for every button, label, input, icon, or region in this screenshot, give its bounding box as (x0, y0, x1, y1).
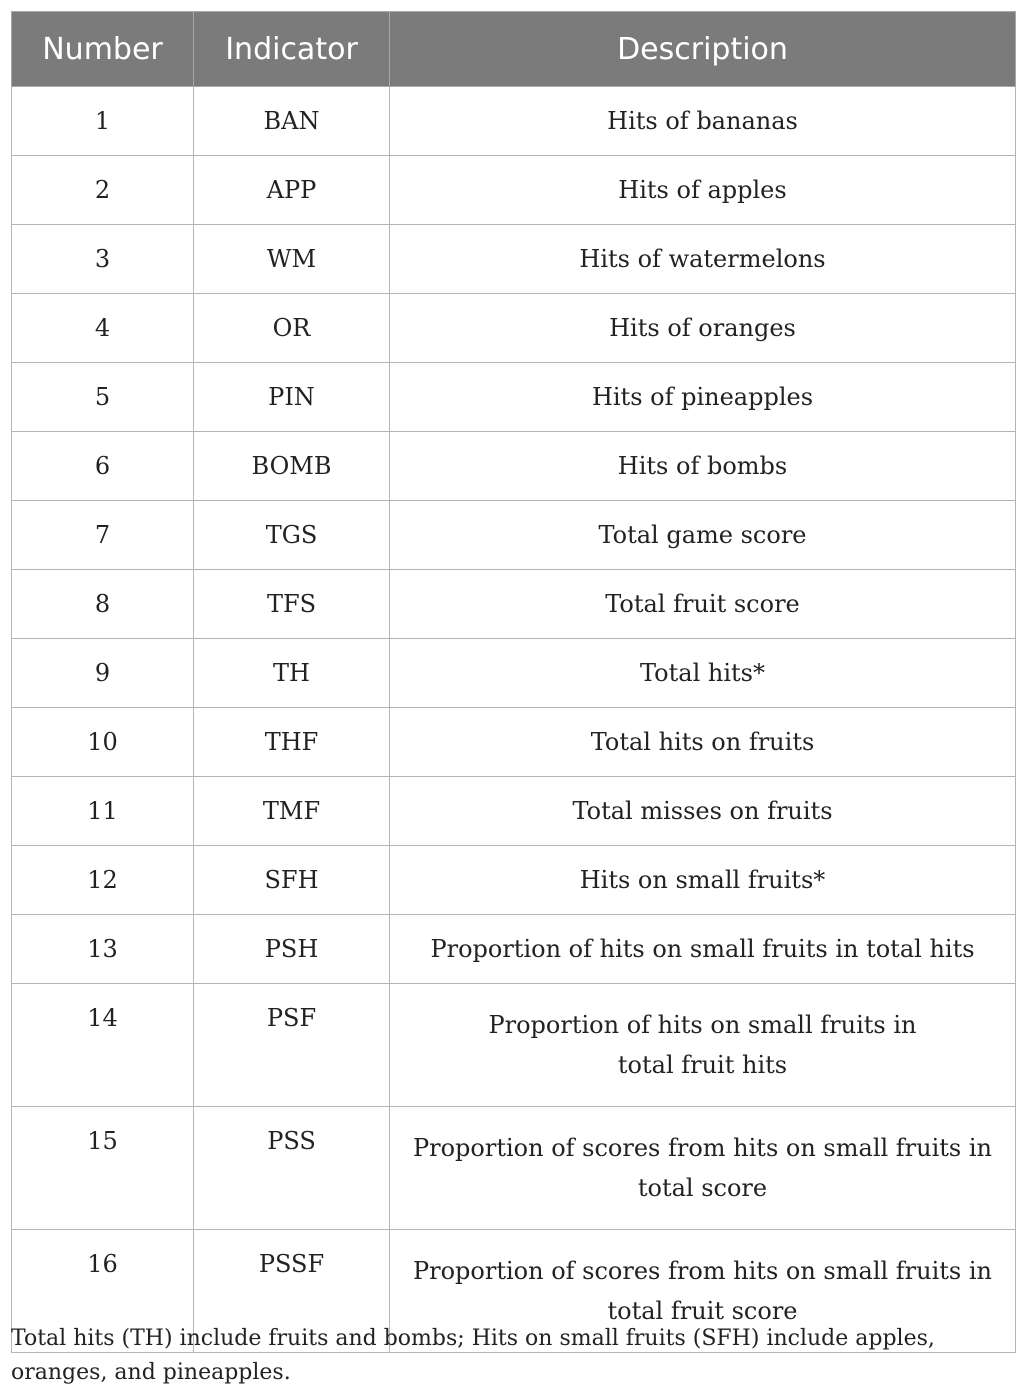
cell-number: 11 (12, 777, 194, 846)
cell-indicator: PSH (194, 915, 390, 984)
cell-description: Total misses on fruits (390, 777, 1016, 846)
cell-number: 16 (12, 1230, 194, 1353)
cell-description: Hits of oranges (390, 294, 1016, 363)
cell-description: Total hits on fruits (390, 708, 1016, 777)
cell-description: Hits of apples (390, 156, 1016, 225)
table-header-row (12, 12, 1016, 87)
table-row (12, 984, 1016, 1107)
cell-description: Hits on small fruits* (390, 846, 1016, 915)
header-number: Number (12, 12, 194, 87)
cell-indicator: TFS (194, 570, 390, 639)
cell-indicator: TGS (194, 501, 390, 570)
cell-description: Total fruit score (390, 570, 1016, 639)
cell-number: 8 (12, 570, 194, 639)
cell-description: Hits of bananas (390, 87, 1016, 156)
table-row (12, 639, 1016, 708)
table-row (12, 1107, 1016, 1230)
cell-indicator: THF (194, 708, 390, 777)
cell-number: 4 (12, 294, 194, 363)
table-footnote: Total hits (TH) include fruits and bombs; Hits on small fruits (SFH) include apples, oranges, and pineapples. (11, 1326, 935, 1385)
table-row (12, 87, 1016, 156)
cell-indicator: BOMB (194, 432, 390, 501)
cell-indicator: TMF (194, 777, 390, 846)
table-row (12, 570, 1016, 639)
cell-number: 1 (12, 87, 194, 156)
cell-description: Hits of bombs (390, 432, 1016, 501)
table-row (12, 501, 1016, 570)
header-indicator: Indicator (194, 12, 390, 87)
cell-number: 9 (12, 639, 194, 708)
cell-indicator: PSS (194, 1107, 390, 1230)
cell-indicator: BAN (194, 87, 390, 156)
header-description: Description (390, 12, 1016, 87)
table-row (12, 708, 1016, 777)
cell-number: 14 (12, 984, 194, 1107)
cell-indicator: APP (194, 156, 390, 225)
table-row (12, 294, 1016, 363)
cell-description: Proportion of hits on small fruits in total fruit hits (390, 984, 1016, 1107)
cell-description: Hits of watermelons (390, 225, 1016, 294)
cell-indicator: TH (194, 639, 390, 708)
table-row (12, 156, 1016, 225)
table-row (12, 432, 1016, 501)
table-row (12, 225, 1016, 294)
cell-description: Total game score (390, 501, 1016, 570)
cell-number: 10 (12, 708, 194, 777)
cell-indicator: PIN (194, 363, 390, 432)
table-row (12, 363, 1016, 432)
indicator-table-container (11, 11, 1015, 1353)
cell-number: 13 (12, 915, 194, 984)
cell-number: 5 (12, 363, 194, 432)
cell-description: Proportion of scores from hits on small fruits in total score (390, 1107, 1016, 1230)
table-row (12, 777, 1016, 846)
cell-indicator: PSSF (194, 1230, 390, 1353)
cell-indicator: SFH (194, 846, 390, 915)
cell-number: 12 (12, 846, 194, 915)
cell-number: 15 (12, 1107, 194, 1230)
cell-number: 6 (12, 432, 194, 501)
cell-number: 2 (12, 156, 194, 225)
table-row (12, 915, 1016, 984)
cell-number: 7 (12, 501, 194, 570)
table-row (12, 846, 1016, 915)
cell-description: Proportion of scores from hits on small fruits in total fruit score (390, 1230, 1016, 1353)
indicator-table (11, 11, 1016, 1353)
cell-description: Total hits* (390, 639, 1016, 708)
cell-description: Proportion of hits on small fruits in total hits (390, 915, 1016, 984)
cell-number: 3 (12, 225, 194, 294)
cell-description: Hits of pineapples (390, 363, 1016, 432)
cell-indicator: PSF (194, 984, 390, 1107)
cell-indicator: WM (194, 225, 390, 294)
cell-indicator: OR (194, 294, 390, 363)
